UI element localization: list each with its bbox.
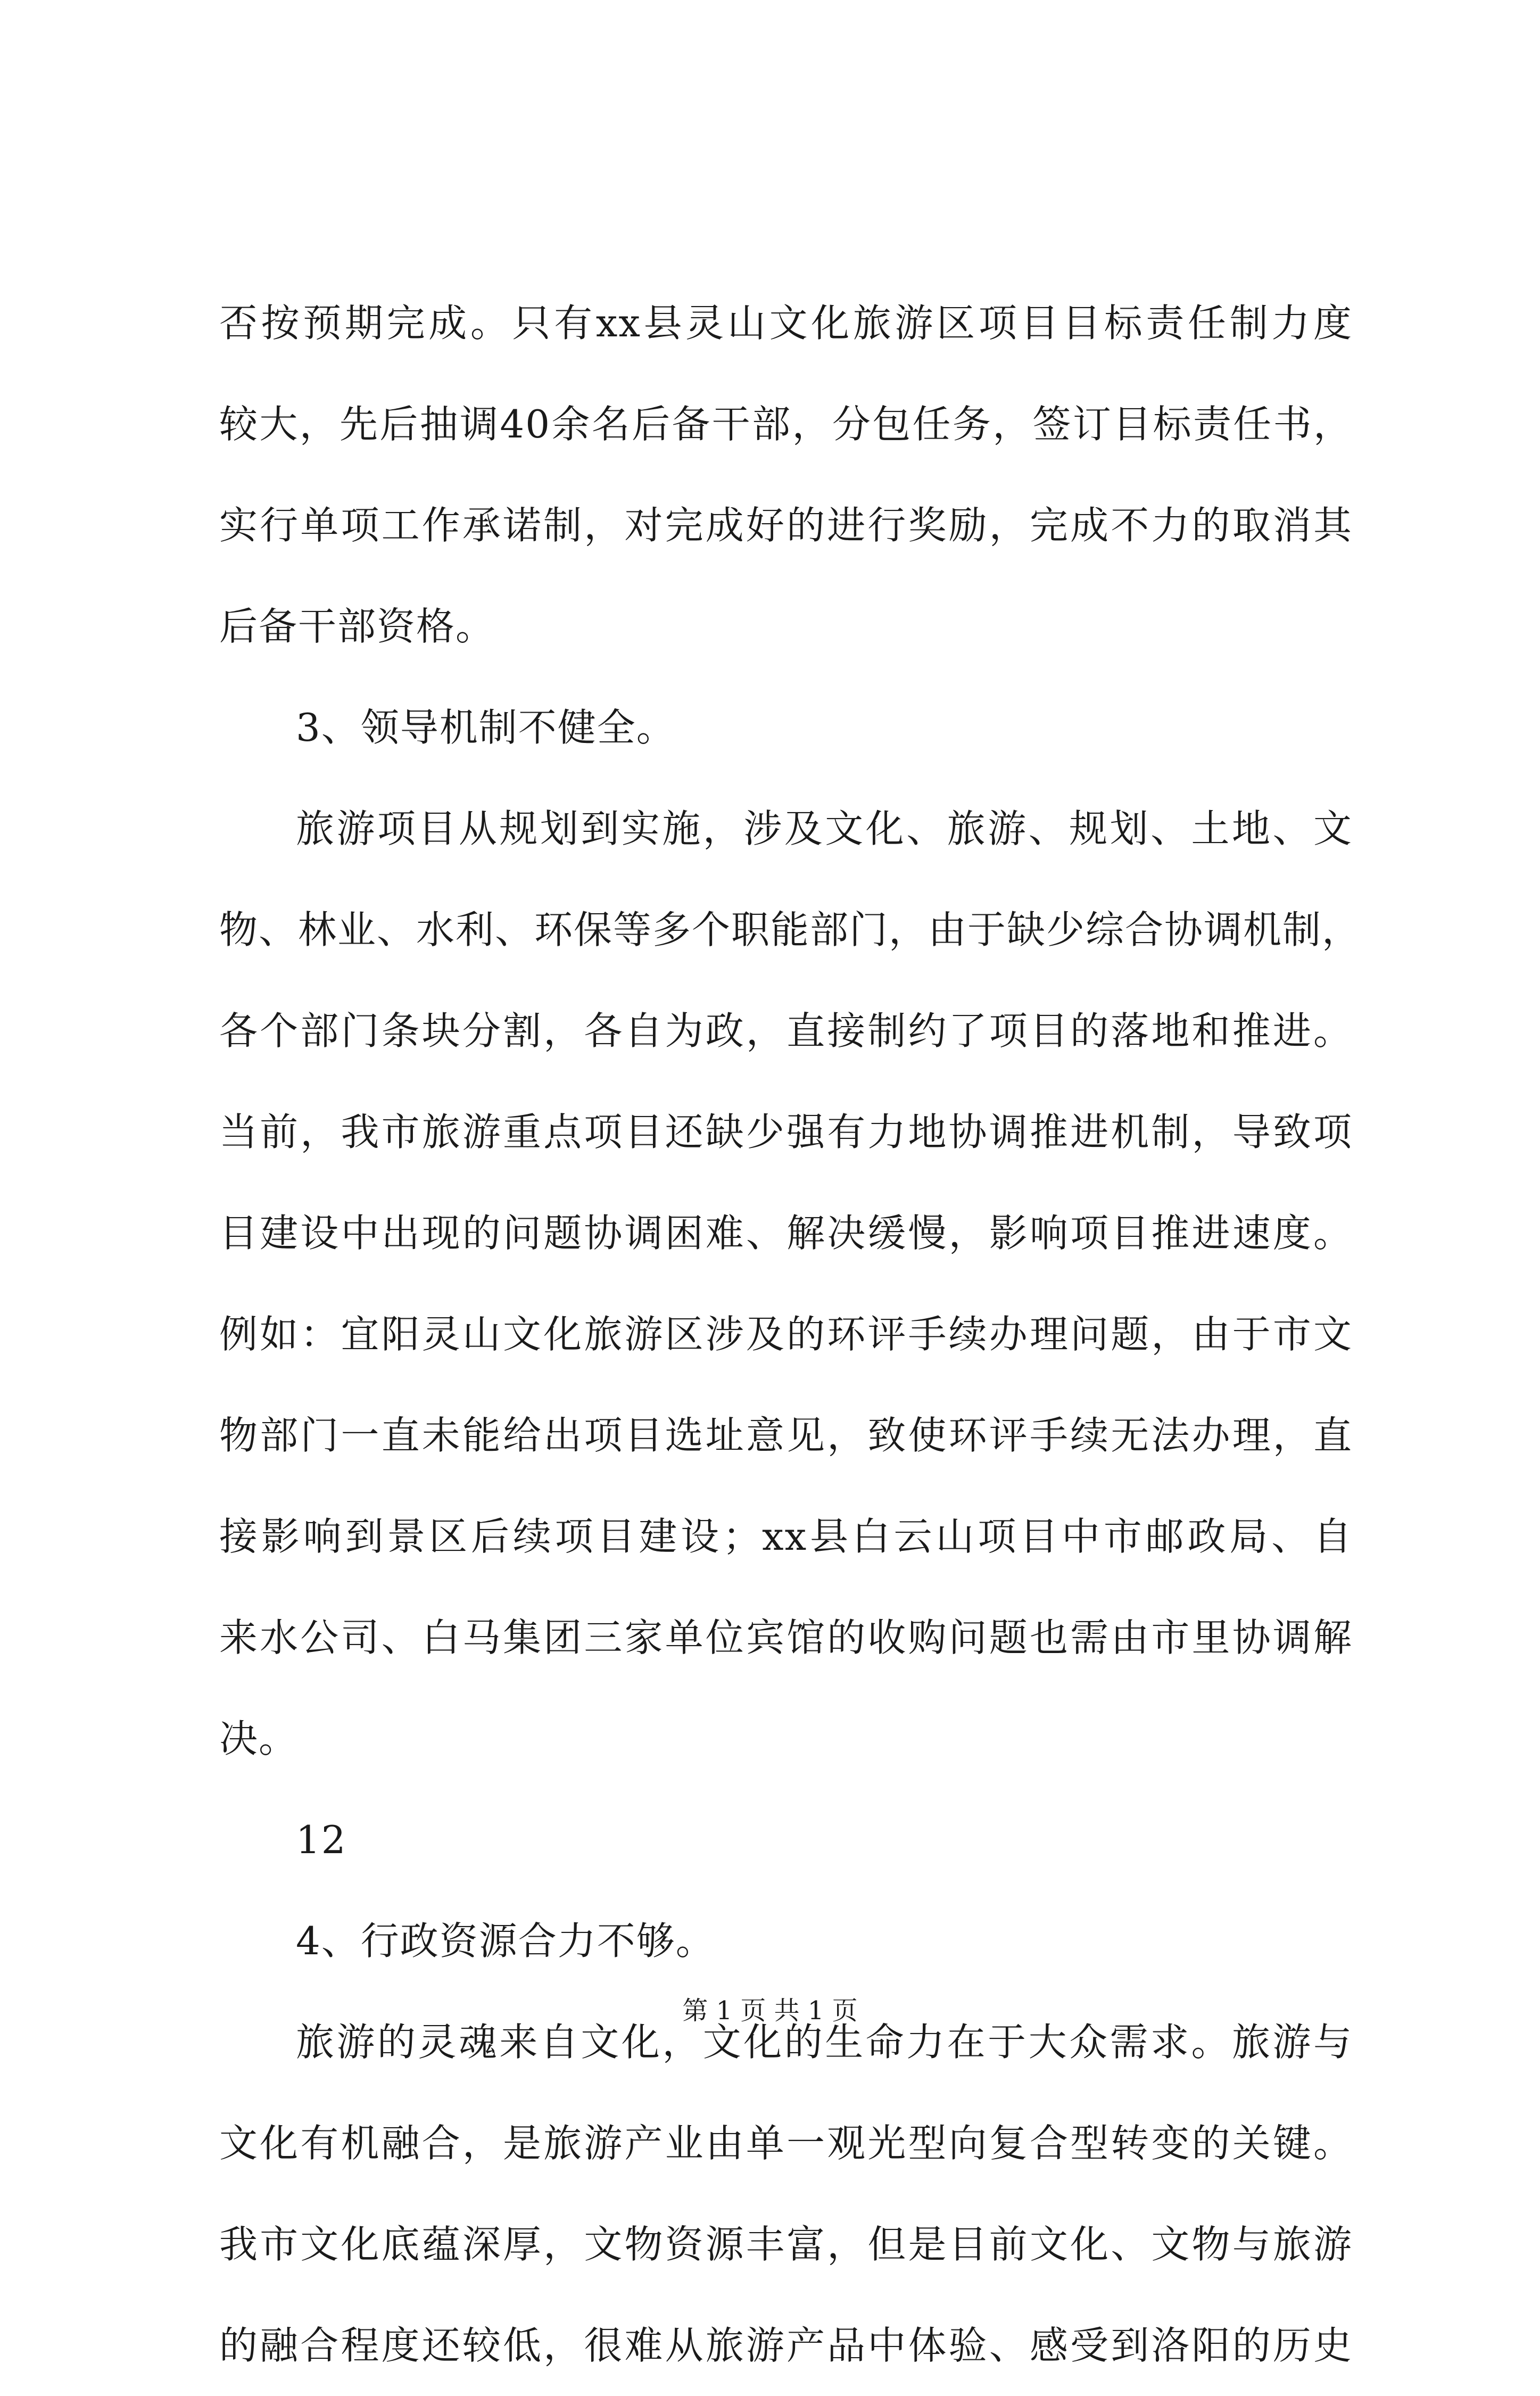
text-line: 决。 [219, 1716, 299, 1761]
text-line: 旅游项目从规划到实施，涉及文化、旅游、规划、土地、文 [296, 806, 1353, 851]
text-line: 后备干部资格。 [219, 604, 495, 649]
text-line: 旅游的灵魂来自文化，文化的生命力在于大众需求。旅游与 [296, 2020, 1353, 2064]
document-body [219, 272, 1362, 2396]
text-line: 较大，先后抽调40余名后备干部，分包任务，签订目标责任书， [219, 402, 1353, 447]
text-line: 我市文化底蕴深厚，文物资源丰富，但是目前文化、文物与旅游 [219, 2222, 1353, 2267]
text-line: 例如：宜阳灵山文化旅游区涉及的环评手续办理问题，由于市文 [219, 1312, 1353, 1357]
text-line: 接影响到景区后续项目建设；xx县白云山项目中市邮政局、自 [219, 1514, 1353, 1559]
inline-number: 12 [296, 1817, 347, 1862]
text-line: 来水公司、白马集团三家单位宾馆的收购问题也需由市里协调解 [219, 1615, 1353, 1660]
text-line: 各个部门条块分割，各自为政，直接制约了项目的落地和推进。 [219, 1009, 1353, 1053]
page-footer: 第 1 页 共 1 页 [682, 1996, 858, 2026]
text-line: 物部门一直未能给出项目选址意见，致使环评手续无法办理，直 [219, 1413, 1353, 1458]
text-line: 物、林业、水利、环保等多个职能部门，由于缺少综合协调机制， [219, 907, 1362, 952]
text-line: 否按预期完成。只有xx县灵山文化旅游区项目目标责任制力度 [219, 301, 1353, 345]
text-line: 文化有机融合，是旅游产业由单一观光型向复合型转变的关键。 [219, 2121, 1353, 2166]
section-heading: 4、行政资源合力不够。 [296, 1919, 715, 1963]
text-line: 当前，我市旅游重点项目还缺少强有力地协调推进机制，导致项 [219, 1110, 1353, 1154]
text-line: 实行单项工作承诺制，对完成好的进行奖励，完成不力的取消其 [219, 503, 1353, 548]
text-line: 目建设中出现的问题协调困难、解决缓慢，影响项目推进速度。 [219, 1211, 1353, 1255]
text-line: 的融合程度还较低，很难从旅游产品中体验、感受到洛阳的历史 [219, 2323, 1353, 2368]
section-heading: 3、领导机制不健全。 [296, 705, 676, 750]
